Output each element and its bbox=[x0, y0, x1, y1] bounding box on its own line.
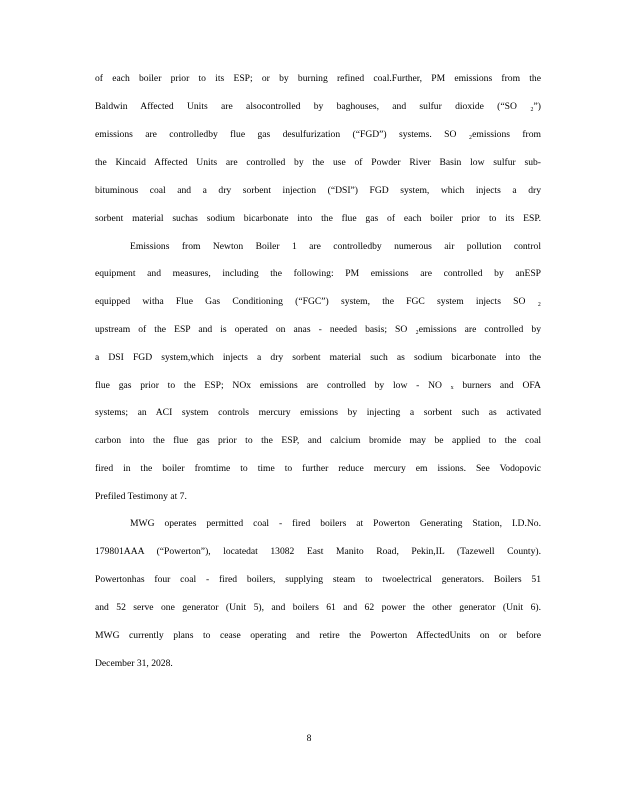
body-text-line: systems; an ACI system controls mercury emissions by injecting a sorbent such as activated bbox=[95, 407, 541, 418]
body-text-line: Powertonhas four coal - fired boilers, supplying steam to twoelectrical generators. Boilers 51 bbox=[95, 574, 541, 585]
body-text-line: equipment and measures, including the following: PM emissions are controlled by anESP bbox=[95, 268, 541, 279]
paragraph-first-line: MWG operates permitted coal - fired boilers at Powerton Generating Station, I.D.No. bbox=[130, 518, 541, 529]
body-text-line: carbon into the flue gas prior to the ESP, and calcium bromide may be applied to the coal bbox=[95, 435, 541, 446]
paragraph-last-line: December 31, 2028. bbox=[95, 658, 173, 669]
body-text-line: flue gas prior to the ESP; NOx emissions are controlled by low - NO ₓ burners and OFA bbox=[95, 380, 541, 391]
body-text-line: bituminous coal and a dry sorbent injection (“DSI”) FGD system, which injects a dry bbox=[95, 185, 541, 196]
body-text-line: emissions are controlledby flue gas desulfurization (“FGD”) systems. SO ₂emissions from bbox=[95, 129, 541, 140]
page-number: 8 bbox=[306, 733, 312, 744]
body-text-line: the Kincaid Affected Units are controlled by the use of Powder River Basin low sulfur sub- bbox=[95, 157, 541, 168]
paragraph-first-line: Emissions from Newton Boiler 1 are controlledby numerous air pollution control bbox=[130, 241, 541, 252]
body-text-line: MWG currently plans to cease operating and retire the Powerton AffectedUnits on or before bbox=[95, 630, 541, 641]
body-text-line: fired in the boiler fromtime to time to further reduce mercury em issions. See Vodopovic bbox=[95, 463, 541, 474]
body-text-line: and 52 serve one generator (Unit 5), and boilers 61 and 62 power the other generator (Unit 6). bbox=[95, 602, 541, 613]
body-text-line: upstream of the ESP and is operated on anas - needed basis; SO ₂emissions are controlled by bbox=[95, 324, 541, 335]
body-text-line: of each boiler prior to its ESP; or by burning refined coal.Further, PM emissions from the bbox=[95, 73, 541, 84]
body-text-line: Baldwin Affected Units are alsocontrolled by baghouses, and sulfur dioxide (“SO ₂”) bbox=[95, 101, 541, 112]
body-text-line: 179801AAA (“Powerton”), locatedat 13082 East Manito Road, Pekin,IL (Tazewell County). bbox=[95, 546, 541, 557]
body-text-line: equipped witha Flue Gas Conditioning (“FGC”) system, the FGC system injects SO ₂ bbox=[95, 296, 541, 307]
paragraph-last-line: Prefiled Testimony at 7. bbox=[95, 491, 187, 502]
body-text-line: sorbent material suchas sodium bicarbonate into the flue gas of each boiler prior to its ESP. bbox=[95, 213, 541, 224]
body-text-line: a DSI FGD system,which injects a dry sorbent material such as sodium bicarbonate into the bbox=[95, 352, 541, 363]
